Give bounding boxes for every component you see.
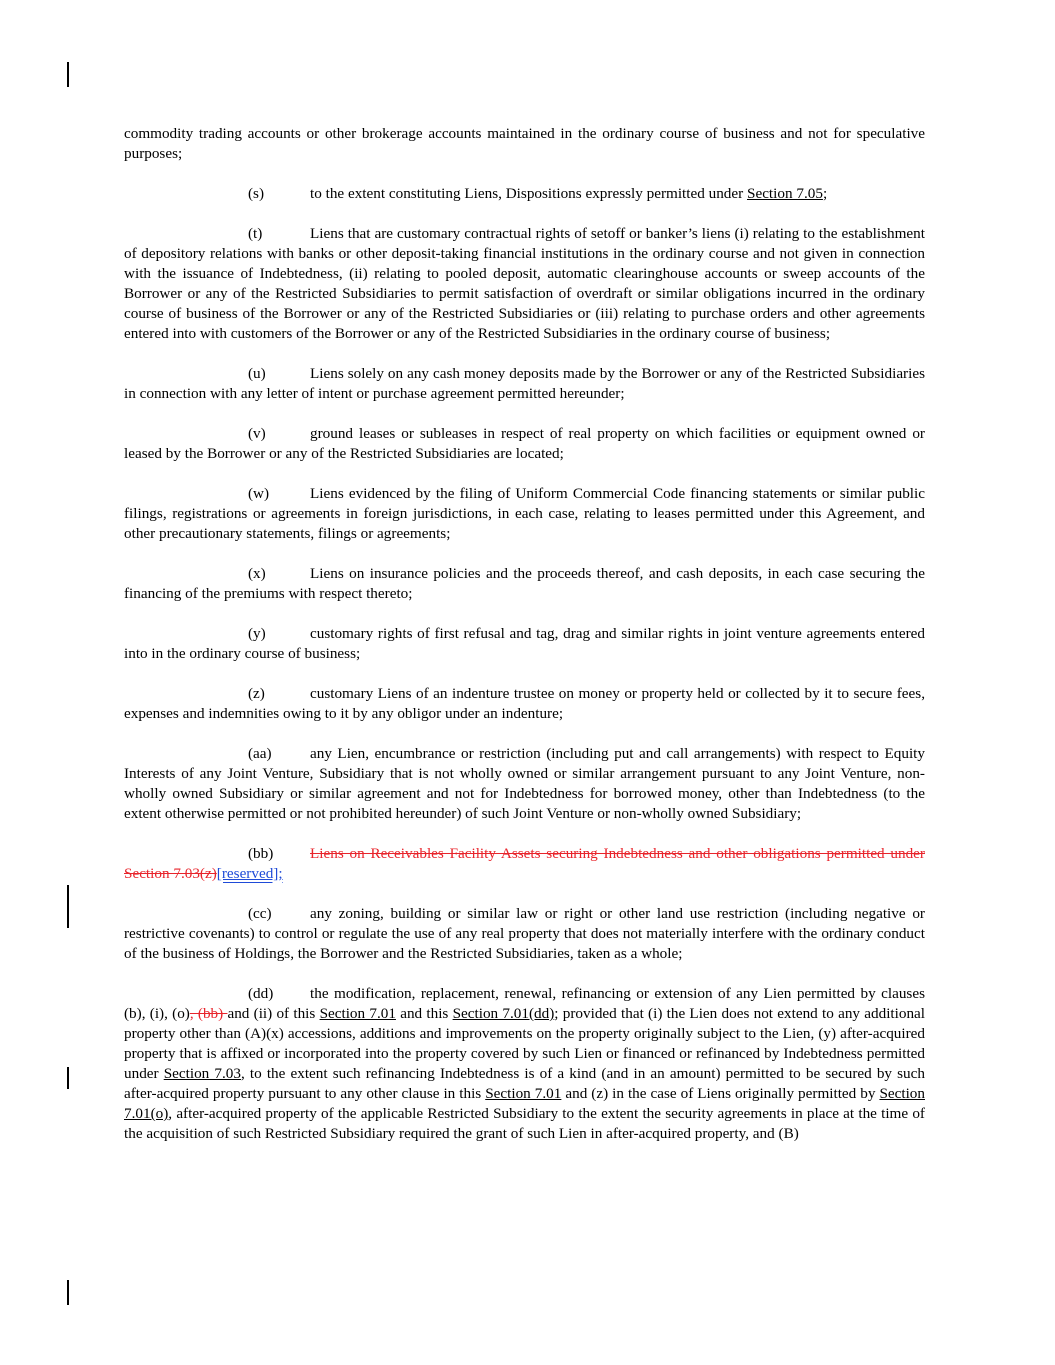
section-ref: Section 7.01(o) xyxy=(124,1085,925,1122)
deleted-text: , (bb) xyxy=(189,1005,228,1022)
section-ref: Section 7.01 xyxy=(319,1005,396,1022)
clause-s: (s) to the extent constituting Liens, Dispositions expressly permitted under Section 7.05; xyxy=(248,185,828,202)
section-ref: Section 7.01 xyxy=(485,1085,562,1102)
clause-aa: (aa) any Lien, encumbrance or restriction (including put and call arrangements) with respect to Equity Interests of any Joint Venture, Subsidiary that is not wholly owned or similar arrangement pursuant to any Joint Venture, non-wholly owned Subsidiary or similar agreement and not for Indebtedness for borrowed money, other than Indebtedness (to the extent otherwise permitted or not prohibited hereunder) of such Joint Venture or non-wholly owned Subsidiary; xyxy=(124,745,925,822)
change-bar-top xyxy=(67,62,69,87)
section-ref-7-05: Section 7.05 xyxy=(747,185,823,202)
clause-dd: (dd) the modification, replacement, renewal, refinancing or extension of any Lien permitted by clauses (b), (i), (o), (bb) and (ii) of this Section 7.01 and this Section 7.01(dd); provided that (i) the Lien does not extend to any additional property other than (A)(x) accessions, additions and improvements on the property originally subject to the Lien, (y) after-acquired property that is affixed or incorporated into the property covered by such Lien or financed or refinanced by Indebtedness permitted under Section 7.03, to the extent such refinancing Indebtedness is of a kind (and in an amount) permitted to be secured by such after-acquired property pursuant to any other clause in this Section 7.01 and (z) in the case of Liens originally permitted by Section 7.01(o), after-acquired property of the applicable Restricted Subsidiary to the extent the security agreements in place at the time of the acquisition of such Restricted Subsidiary required the grant of such Lien in after-acquired property, and (B) xyxy=(124,985,925,1142)
clause-z: (z) customary Liens of an indenture trustee on money or property held or collected by it to secure fees, expenses and indemnities owing to it by any obligor under an indenture; xyxy=(124,685,925,722)
section-ref: Section 7.01(dd) xyxy=(452,1005,555,1022)
clause-w: (w) Liens evidenced by the filing of Uniform Commercial Code financing statements or similar public filings, registrations or agreements in foreign jurisdictions, in each case, relating to leases permitted under this Agreement, and other precautionary statements, filings or agreements; xyxy=(124,485,925,542)
intro-paragraph: commodity trading accounts or other brokerage accounts maintained in the ordinary course of business and not for speculative purposes; xyxy=(124,125,925,162)
change-bar-bottom xyxy=(67,1280,69,1305)
document-page xyxy=(124,124,925,1164)
change-bar-dd xyxy=(67,1067,69,1089)
change-bar-bb xyxy=(67,885,69,928)
clause-y: (y) customary rights of first refusal and tag, drag and similar rights in joint venture agreements entered into in the ordinary course of business; xyxy=(124,625,925,662)
clause-cc: (cc) any zoning, building or similar law or right or other land use restriction (including negative or restrictive covenants) to control or regulate the use of any real property that does not materially interfere with the ordinary conduct of the business of Holdings, the Borrower and the Restricted Subsidiaries, taken as a whole; xyxy=(124,905,925,962)
clause-u: (u) Liens solely on any cash money deposits made by the Borrower or any of the Restricted Subsidiaries in connection with any letter of intent or purchase agreement permitted hereunder; xyxy=(124,365,925,402)
clause-v: (v) ground leases or subleases in respect of real property on which facilities or equipment owned or leased by the Borrower or any of the Restricted Subsidiaries are located; xyxy=(124,425,925,462)
deleted-text: Liens on Receivables Facility Assets securing Indebtedness and other obligations permitted under Section 7.03(z) xyxy=(124,845,925,882)
inserted-text: [reserved] xyxy=(216,865,279,882)
clause-t: (t) Liens that are customary contractual rights of setoff or banker’s liens (i) relating to the establishment of depository relations with banks or other deposit-taking financial institutions in the ordinary course and not given in connection with the issuance of Indebtedness, (ii) relating to pooled deposit, automatic clearinghouse accounts or sweep accounts of the Borrower or any of the Restricted Subsidiaries to permit satisfaction of overdraft or similar obligations incurred in the ordinary course of business of the Borrower or any of the Restricted Subsidiaries or (iii) relating to purchase orders and other agreements entered into with customers of the Borrower or any of the Restricted Subsidiaries in the ordinary course of business; xyxy=(124,225,925,342)
clause-bb: (bb) Liens on Receivables Facility Assets securing Indebtedness and other obligations permitted under Section 7.03(z)[reserved]; xyxy=(124,845,925,882)
section-ref: Section 7.03 xyxy=(163,1065,241,1082)
clause-x: (x) Liens on insurance policies and the proceeds thereof, and cash deposits, in each case securing the financing of the premiums with respect thereto; xyxy=(124,565,925,602)
